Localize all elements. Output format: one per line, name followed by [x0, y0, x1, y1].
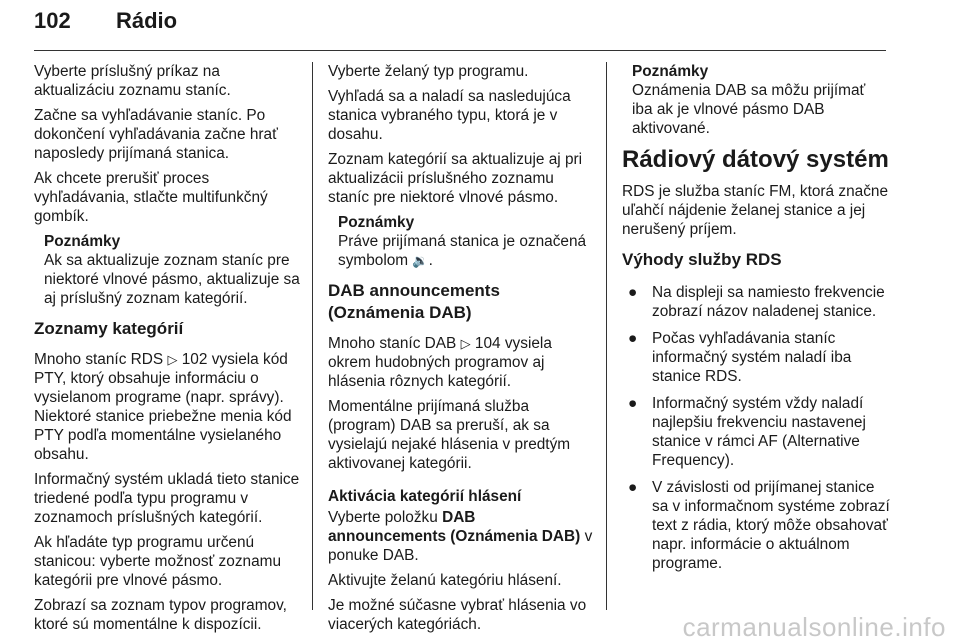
- paragraph: Zobrazí sa zoznam typov programov, ktoré sú momentálne k dispozícii.: [34, 597, 287, 633]
- note-title: Poznámky: [632, 63, 709, 80]
- bullet-icon: ●: [628, 284, 638, 301]
- chapter-title: Rádio: [116, 8, 178, 33]
- note-text: Práve prijímaná stanica je označená symbolom 🔉.: [338, 233, 587, 269]
- paragraph: Momentálne prijímaná služba (program) DAB sa preruší, ak sa vysielajú nejaké hlásenia v predtým aktivovanej kategórii.: [328, 398, 571, 472]
- bullet-list: [622, 283, 890, 573]
- page-reference-icon: ▷: [167, 352, 178, 367]
- paragraph: Vyhľadá sa a naladí sa nasledujúca stanica vybraného typu, ktorá je v dosahu.: [328, 88, 571, 143]
- note-title: Poznámky: [44, 233, 121, 250]
- page-header: [34, 2, 886, 50]
- paragraph: Je možné súčasne vybrať hlásenia vo viacerých kategóriách.: [328, 597, 587, 633]
- column-divider: [312, 62, 313, 610]
- section-heading: Zoznamy kategórií: [34, 319, 184, 338]
- note-box: [34, 232, 304, 308]
- watermark: carmanualsonline.info: [682, 612, 946, 642]
- list-item: ● Na displeji sa namiesto frekvencie zobrazí názov naladenej stanice.: [628, 284, 885, 320]
- column-1: [34, 62, 304, 640]
- paragraph: Informačný systém ukladá tieto stanice triedené podľa typu programu v zoznamoch príslušných kategórií.: [34, 471, 300, 526]
- subheading: Aktivácia kategórií hlásení: [328, 488, 522, 505]
- paragraph: Ak chcete prerušiť proces vyhľadávania, stlačte multifunkčný gombík.: [34, 170, 268, 225]
- paragraph: Vyberte príslušný príkaz na aktualizáciu zoznamu staníc.: [34, 63, 231, 99]
- page-reference-link[interactable]: 104: [474, 335, 501, 352]
- subheading: Výhody služby RDS: [622, 250, 782, 269]
- column-divider: [606, 62, 607, 610]
- header-rule: [34, 50, 886, 51]
- menu-item-name: DAB announcements (Oznámenia DAB): [328, 509, 581, 545]
- note-text: Ak sa aktualizuje zoznam staníc pre niektoré vlnové pásmo, aktualizuje sa aj príslušný zoznam kategórií.: [44, 252, 300, 307]
- list-item: ● Počas vyhľadávania staníc informačný systém naladí iba stanice RDS.: [628, 330, 852, 385]
- page-reference-icon: ▷: [460, 336, 471, 351]
- page-reference-link[interactable]: 102: [181, 351, 208, 368]
- note-title: Poznámky: [338, 214, 415, 231]
- list-item: ● Informačný systém vždy naladí najlepšiu frekvenciu nastavenej stanice v rámci AF (Alternative Frequency).: [628, 395, 866, 469]
- bullet-icon: ●: [628, 395, 638, 412]
- section-heading: DAB announcements (Oznámenia DAB): [328, 281, 500, 322]
- paragraph: RDS je služba staníc FM, ktorá značne uľahčí nájdenie želanej stanice a jej nerušený príjem.: [622, 183, 889, 238]
- page-number: 102: [34, 8, 71, 33]
- paragraph: Aktivujte želanú kategóriu hlásení.: [328, 572, 562, 589]
- column-2: [328, 62, 596, 640]
- paragraph: Mnoho staníc DAB ▷ 104 vysiela okrem hudobných programov aj hlásenia rôznych kategórií.: [328, 335, 552, 390]
- list-item: ● V závislosti od prijímanej stanice sa v informačnom systéme zobrazí text z rádia, ktorý môže obsahovať napr. informácie o aktuálnom programe.: [628, 479, 890, 572]
- paragraph: Mnoho staníc RDS ▷ 102 vysiela kód PTY, ktorý obsahuje informáciu o vysielanom programe (napr. správy). Niektoré stanice priebežne menia kód PTY podľa momentálne vysielaného obsahu.: [34, 351, 292, 463]
- section-title: Rádiový dátový systém: [622, 146, 889, 173]
- paragraph: Začne sa vyhľadávanie staníc. Po dokončení vyhľadávania začne hrať naposledy prijímaná stanica.: [34, 107, 278, 162]
- note-box: [328, 213, 596, 270]
- note-text: Oznámenia DAB sa môžu prijímať iba ak je vlnové pásmo DAB aktivované.: [632, 82, 866, 137]
- bullet-icon: ●: [628, 330, 638, 347]
- bullet-icon: ●: [628, 479, 638, 496]
- note-box: [622, 62, 890, 138]
- paragraph: Zoznam kategórií sa aktualizuje aj pri aktualizácii príslušného zoznamu staníc pre niektoré vlnové pásmo.: [328, 151, 583, 206]
- paragraph: Vyberte položku DAB announcements (Oznámenia DAB) v ponuke DAB.: [328, 509, 593, 564]
- column-3: [622, 62, 890, 581]
- speaker-icon: 🔉: [412, 253, 429, 268]
- paragraph: Vyberte želaný typ programu.: [328, 63, 529, 80]
- paragraph: Ak hľadáte typ programu určenú stanicou: vyberte možnosť zoznamu kategórii pre vlnové pásmo.: [34, 534, 282, 589]
